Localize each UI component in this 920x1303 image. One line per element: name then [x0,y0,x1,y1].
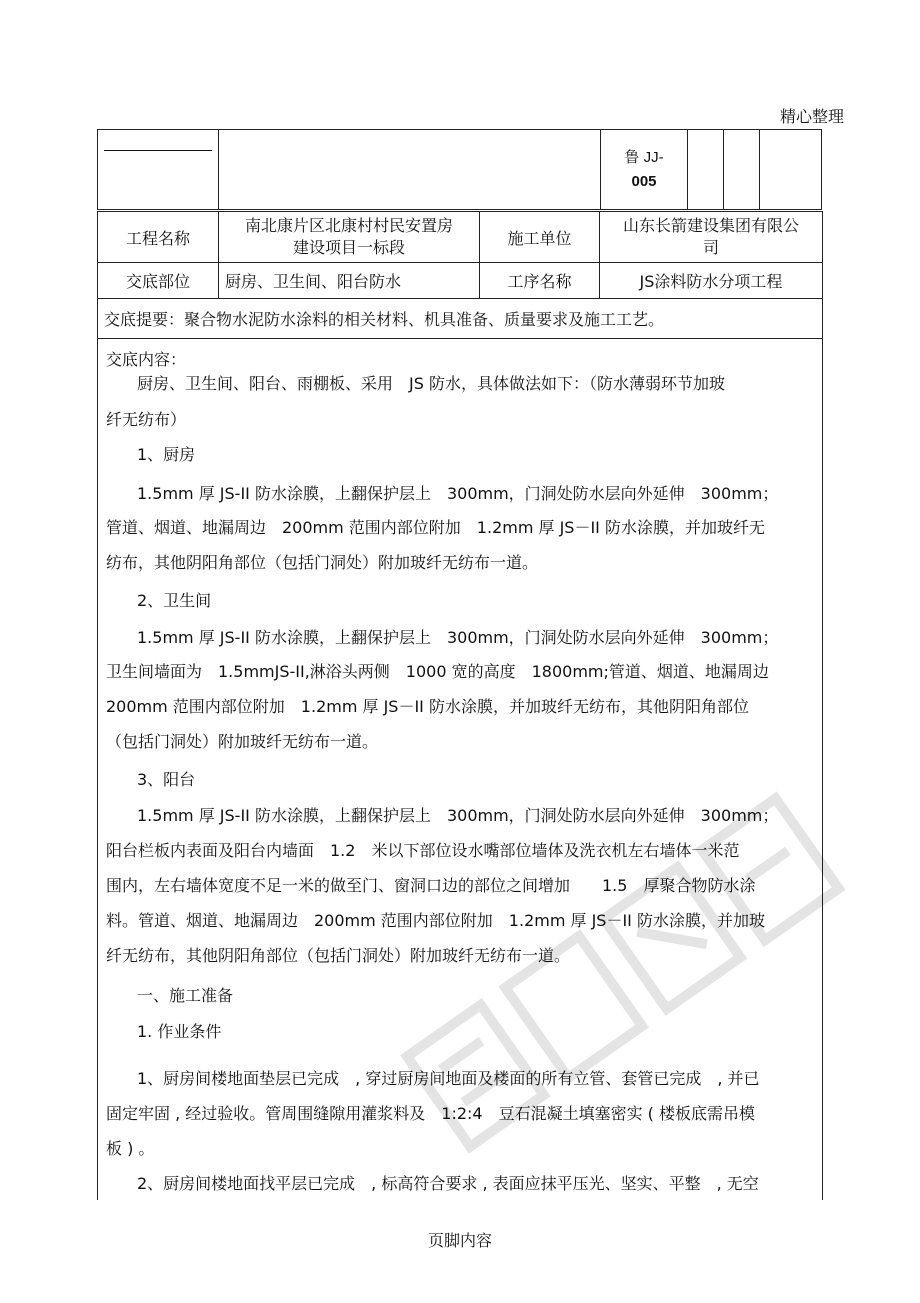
code-line1: 鲁 JJ- [624,148,664,166]
code-box-1 [688,130,724,210]
process-value: JS涂料防水分项工程 [600,263,823,299]
project-name-line2: 建设项目一标段 [292,238,405,257]
code-line2: 005 [631,172,657,190]
content-line: 1.5mm 厚 JS-II 防水涂膜，上翻保护层上 300mm，门洞处防水层向外延伸 300mm； [137,484,779,503]
project-name [219,212,480,263]
content-line: 阳台栏板内表面及阳台内墙面 1.2 米以下部位设水嘴部位墙体及洗衣机左右墙体一米范 [106,841,740,860]
section-title-kitchen: 1、厨房 [137,445,196,464]
location-label: 交底部位 [98,263,219,299]
content-line: 1、厨房间楼地面垫层已完成 , 穿过厨房间地面及楼面的所有立管、套管已完成 , 并已 [137,1069,760,1088]
project-name-line1: 南北康片区北康村村民安置房 [244,216,453,235]
process-label: 工序名称 [480,263,600,299]
content-line: 固定牢固 , 经过验收。管周围缝隙用灌浆料及 1:2:4 豆石混凝土填塞密实 ( 楼板底需吊模 [106,1104,755,1123]
contractor-line2: 司 [702,238,719,257]
contractor-name [600,212,823,263]
content-line: 纤无纺布） [106,410,187,429]
code-cell [601,130,688,210]
content-heading: 交底内容： [106,350,187,369]
project-label: 工程名称 [98,212,219,263]
code-box-3 [760,130,822,210]
content-line: 料。管道、烟道、地漏周边 200mm 范围内部位附加 1.2mm 厚 JS－II 防水涂膜，并加玻 [106,911,765,930]
code-box-2 [724,130,760,210]
contractor-label: 施工单位 [480,212,600,263]
contractor-line1: 山东长箭建设集团有限公 [622,216,799,235]
content-line: 厨房、卫生间、阳台、雨棚板、采用 JS 防水，具体做法如下：（防水薄弱环节加玻 [137,374,725,393]
blank-line-cell [98,130,219,210]
title-cell [219,130,601,210]
content-line: （包括门洞处）附加玻纤无纺布一道。 [106,732,379,751]
content-line: 围内，左右墙体宽度不足一米的做至门、窗洞口边的部位之间增加 1.5 厚聚合物防水涂 [106,876,756,895]
content-line: 管道、烟道、地漏周边 200mm 范围内部位附加 1.2mm 厚 JS－II 防水涂膜，并加玻纤无 [106,518,765,537]
content-line: 1.5mm 厚 JS-II 防水涂膜，上翻保护层上 300mm，门洞处防水层向外延伸 300mm； [137,628,779,647]
content-line: 纺布，其他阴阳角部位（包括门洞处）附加玻纤无纺布一道。 [106,553,539,572]
content-line: 1.5mm 厚 JS-II 防水涂膜，上翻保护层上 300mm，门洞处防水层向外延伸 300mm； [137,806,779,825]
form-header-table [97,129,822,210]
section-title-balcony: 3、阳台 [137,770,196,789]
page-footer: 页脚内容 [427,1231,492,1250]
content-line: 纤无纺布，其他阴阳角部位（包括门洞处）附加玻纤无纺布一道。 [106,946,571,965]
summary-text: 交底提要：聚合物水泥防水涂料的相关材料、机具准备、质量要求及施工工艺。 [98,299,823,339]
content-area [97,338,823,1200]
location-value: 厨房、卫生间、阳台防水 [219,263,480,299]
section-title-bathroom: 2、卫生间 [137,591,212,610]
content-line: 2、厨房间楼地面找平层已完成 , 标高符合要求 , 表面应抹平压光、坚实、平整 , 无空 [137,1174,759,1193]
blank-underline [104,150,212,151]
content-line: 卫生间墙面为 1.5mmJS-II,淋浴头两侧 1000 宽的高度 1800mm;管道、烟道、地漏周边 [106,662,769,681]
info-table [97,211,823,339]
content-line: 板 ) 。 [106,1139,155,1158]
section-title-preparation: 一、施工准备 [137,986,234,1005]
header-note: 精心整理 [780,107,845,126]
subsection-title: 1. 作业条件 [137,1022,222,1041]
content-line: 200mm 范围内部位附加 1.2mm 厚 JS－II 防水涂膜，并加玻纤无纺布，其他阴阳角部位 [106,697,749,716]
